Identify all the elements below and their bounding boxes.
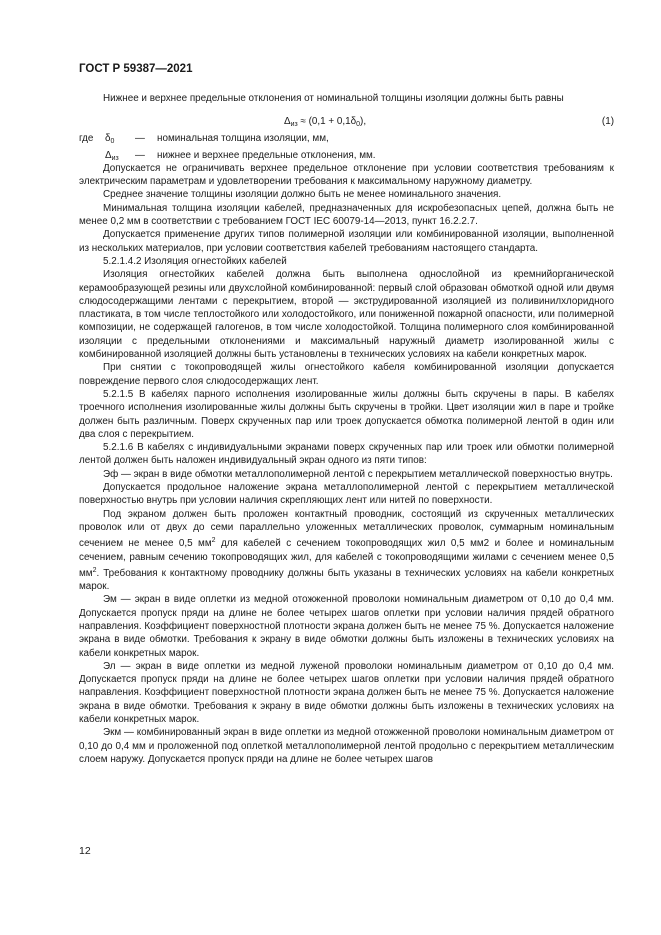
- d0-definition: номинальная толщина изоляции, мм,: [157, 133, 329, 145]
- paragraph-contact-conductor: Под экраном должен быть проложен контактный проводник, состоящий из скрученных металлических проволок или от двух до семи параллельно уложенных металлических проволок, суммарным номинальным сечением не менее 0,5 $мм^2$ для кабелей с сечением токопроводящих жил 0,5 мм2 и более и номинальным сечением, равным сечению токопроводящих жил, для кабелей с токопроводящими жилами с сечением менее 0,5 $мм^2$. Требования к контактному проводнику должны быть указаны в технических условиях на кабели конкретных марок.: [79, 508, 614, 593]
- intro-paragraph: Нижнее и верхнее предельные отклонения от номинальной толщины изоляции должны быть равны: [103, 93, 564, 104]
- where-label: где: [79, 133, 94, 145]
- paragraph-3: Минимальная толщина изоляции кабелей, предназначенных для искробезопасных цепей, должна быть не менее 0,2 мм в соответствии с требованием ГОСТ IEC 60079-14—2013, пункт 16.2.2.7.: [79, 202, 614, 228]
- section-heading-5-2-1-4-2: 5.2.1.4.2 Изоляция огнестойких кабелей: [103, 255, 287, 267]
- formula-1: [79, 106, 614, 132]
- paragraph-5-2-1-5: 5.2.1.5 В кабелях парного исполнения изолированные жилы должны быть скручены в пары. В кабелях троечного исполнения изолированные жилы должны быть скручены в тройки. Цвет изоляции жил в паре и тройке должен быть различным. Поверх скрученных пар или троек допускается обмотка полимерной лентой в один или два слоя с перекрытием.: [79, 388, 614, 440]
- paragraph-em: Эм — экран в виде оплетки из медной отожженной проволоки номинальным диаметром от 0,10 до 0,4 мм. Допускается пропуск пряди на длине не более четырех шагов оплетки при условии наличия прядей обратного направления. Коэффициент поверхностной плотности экрана должен быть не менее 75 %. Допускается наложение экрана в виде обмотки. Требования к экрану в виде обмотки должны быть изложены в технических условиях на кабели конкретных марок.: [79, 594, 614, 659]
- paragraph-10: Допускается продольное наложение экрана металлополимерной лентой с перекрытием металлической поверхностью внутрь при условии наличия скрепляющих лент или нитей по поверхности.: [79, 482, 614, 507]
- page-number: 12: [79, 845, 91, 857]
- formula-expression: $\Delta_{из} \approx (0,1 + 0,1\delta_0)$,: [284, 116, 367, 129]
- paragraph-5: Изоляция огнестойких кабелей должна быть выполнена однослойной из кремнийорганической керамообразующей резины или двухслойной комбинированной: первый слой образован обмоткой одной или двумя слюдосодержащими лентами с перекрытием, второй — экструдированной изоляцией из поливинилхлоридного пластиката, в том числе теплостойкого или холодостойкого, или пониженной пожарной опасности, или полимерной композиции, не содержащей галогенов, в том числе холодостойкой. Толщина полимерного слоя комбинированной изоляции с предельными отклонениями и максимальный наружный диаметр изолированной жилы с комбинированной изоляцией должны быть установлены в технических условиях на кабели конкретных марок.: [79, 269, 614, 361]
- paragraph-ekm: Экм — комбинированный экран в виде оплетки из медной отожженной проволоки номинальным диаметром от 0,10 до 0,4 мм и проложенной под оплеткой металлополимерной лентой продольно с перекрытием металлическим слоем наружу. Допускается пропуск пряди на длине не более четырех шагов: [79, 727, 614, 765]
- diz-symbol: $\Delta_{из}$: [105, 149, 119, 162]
- definition-row-diz: [79, 149, 614, 162]
- paragraph-2: Среднее значение толщины изоляции должно быть не менее номинального значения.: [103, 189, 502, 201]
- paragraph-5-2-1-6: 5.2.1.6 В кабелях с индивидуальными экранами поверх скрученных пар или троек или обмотки полимерной лентой должен быть наложен индивидуальный экран одного из пяти типов:: [79, 442, 614, 467]
- document-body: [79, 92, 614, 766]
- paragraph-4: Допускается применение других типов полимерной изоляции или комбинированной изоляции, выполненной из нескольких материалов, при условии соответствия кабелей требованиям настоящего стандарта.: [79, 229, 614, 254]
- paragraph-6: При снятии с токопроводящей жилы огнестойкого кабеля комбинированной изоляции допускается повреждение первого слоя слюдосодержащих лент.: [79, 362, 614, 387]
- definition-row-d0: [79, 132, 614, 145]
- diz-definition: нижнее и верхнее предельные отклонения, мм.: [157, 149, 376, 161]
- d0-symbol: $\delta_0$: [105, 133, 115, 146]
- paragraph-1: Допускается не ограничивать верхнее предельное отклонение при условии соответствия требованиям к электрическим параметрам и удовлетворении требования к максимальному наружному диаметру.: [79, 162, 614, 188]
- paragraph-el: Эл — экран в виде оплетки из медной луженой проволоки номинальным диаметром от 0,10 до 0,4 мм. Допускается пропуск пряди на длине не более четырех шагов оплетки при условии наличия прядей обратного направления. Коэффициент поверхностной плотности экрана должен быть не менее 75 %. Допускается наложение экрана в виде обмотки. Требования к экрану в виде обмотки должны быть изложены в технических условиях на кабели конкретных марок.: [79, 660, 614, 726]
- document-header: ГОСТ Р 59387—2021: [79, 63, 193, 75]
- definition-dash: —: [135, 133, 145, 145]
- paragraph-ef: Эф — экран в виде обмотки металлополимерной лентой с перекрытием металлической поверхностью внутрь.: [103, 468, 613, 480]
- formula-number: (1): [601, 116, 614, 128]
- definition-dash: —: [135, 149, 145, 161]
